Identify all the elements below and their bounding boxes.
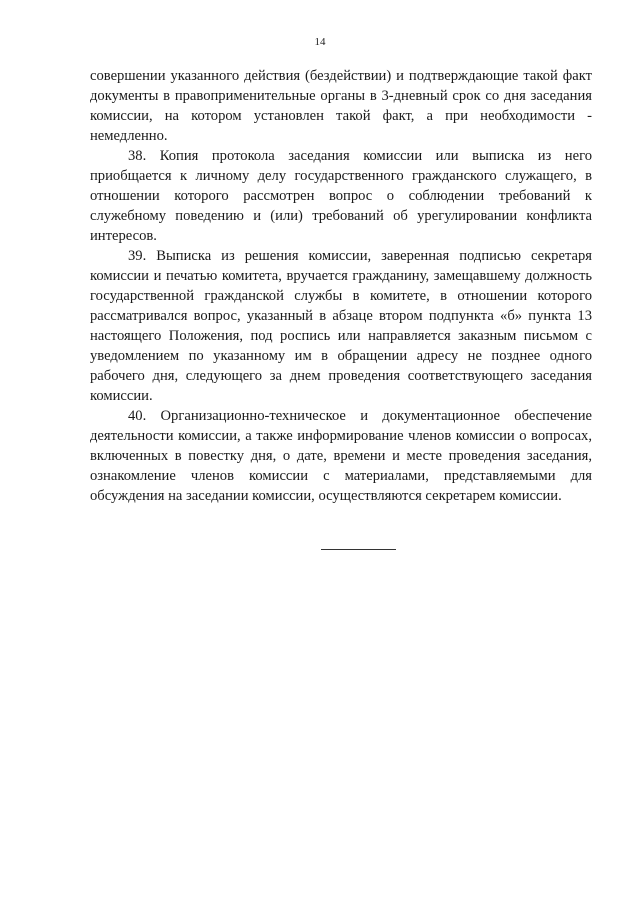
- paragraph-continuation: совершении указанного действия (бездействии) и подтверждающие такой факт документы в правоприменительные органы в 3-дневный срок со дня заседания комиссии, на котором установлен такой факт, а при необходимости - немедленно.: [90, 68, 592, 144]
- paragraph-40: 40. Организационно-техническое и документационное обеспечение деятельности комиссии, а также информирование членов комиссии о вопросах, включенных в повестку дня, о дате, времени и месте проведения заседания, ознакомление членов комиссии с материалами, представляемыми для обсуждения на заседании комиссии, осуществляются секретарем комиссии.: [90, 408, 592, 504]
- page-number: 14: [314, 36, 326, 48]
- end-of-document-rule: [321, 549, 396, 550]
- paragraph-38: 38. Копия протокола заседания комиссии или выписка из него приобщается к личному делу государственного гражданского служащего, в отношении которого рассмотрен вопрос о соблюдении требований к служебному поведению и (или) требований об урегулировании конфликта интересов.: [90, 148, 592, 244]
- document-body: [90, 66, 592, 506]
- paragraph-39: 39. Выписка из решения комиссии, заверенная подписью секретаря комиссии и печатью комитета, вручается гражданину, замещавшему должность государственной гражданской службы в комитете, в отношении которого рассматривался вопрос, указанный в абзаце втором подпункта «б» пункта 13 настоящего Положения, под роспись или направляется заказным письмом с уведомлением по указанному им в обращении адресу не позднее одного рабочего дня, следующего за днем проведения соответствующего заседания комиссии.: [90, 248, 592, 404]
